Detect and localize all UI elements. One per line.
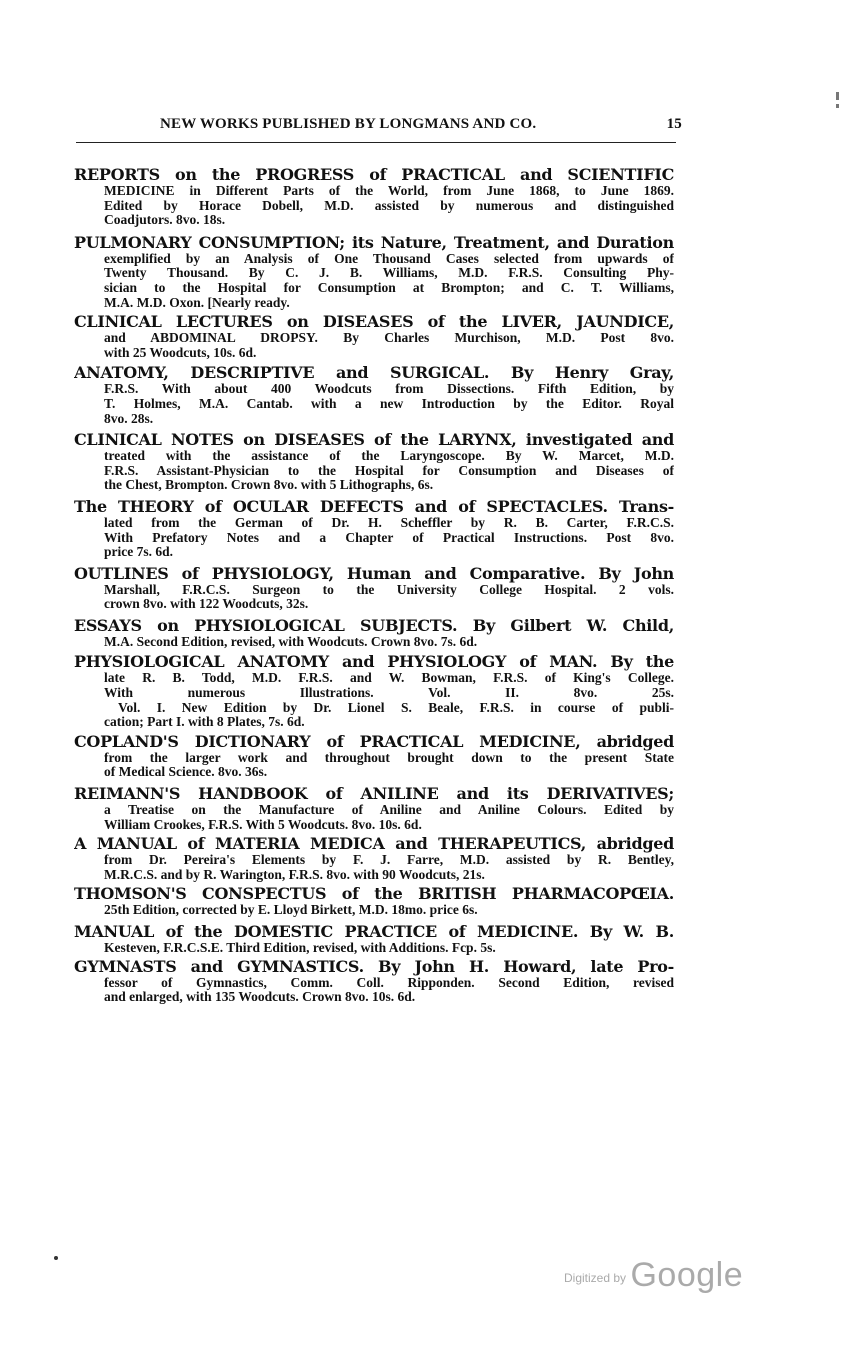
- entry-description-line: with 25 Woodcuts, 10s. 6d.: [104, 345, 257, 360]
- margin-mark: [836, 92, 839, 100]
- entry-description-line: lated from the German of Dr. H. Scheffler by R. B. Carter, F.R.C.S.: [104, 515, 674, 530]
- book-entry: [74, 835, 674, 882]
- entry-title: A MANUAL of MATERIA MEDICA and THERAPEUTICS, abridged: [74, 835, 674, 854]
- page-number: 15: [666, 116, 682, 132]
- watermark-brand: Google: [630, 1256, 744, 1294]
- book-entry: [74, 617, 674, 650]
- entry-description-line: and enlarged, with 135 Woodcuts. Crown 8vo. 10s. 6d.: [104, 990, 416, 1005]
- entry-description-line: from the larger work and throughout brought down to the present State: [104, 750, 674, 765]
- entry-description-line: 8vo. 28s.: [104, 411, 154, 426]
- entry-description-line: cation; Part I. with 8 Plates, 7s. 6d.: [104, 715, 305, 730]
- running-title: NEW WORKS PUBLISHED BY LONGMANS AND CO.: [160, 116, 537, 132]
- entry-title: The THEORY of OCULAR DEFECTS and of SPECTACLES. Trans-: [74, 497, 674, 516]
- book-entry: [74, 498, 674, 560]
- entry-description-line: Kesteven, F.R.C.S.E. Third Edition, revised, with Additions. Fcp. 5s.: [104, 941, 496, 955]
- entry-title: REIMANN'S HANDBOOK of ANILINE and its DERIVATIVES;: [74, 785, 674, 804]
- entry-description-line: from Dr. Pereira's Elements by F. J. Farre, M.D. assisted by R. Bentley,: [104, 853, 674, 868]
- book-entry: [74, 364, 674, 426]
- entry-title: GYMNASTS and GYMNASTICS. By John H. Howard, late Pro-: [74, 957, 674, 976]
- entry-description-line: sician to the Hospital for Consumption at Brompton; and C. T. Williams,: [104, 280, 674, 295]
- entry-description-line: M.A. Second Edition, revised, with Woodcuts. Crown 8vo. 7s. 6d.: [104, 634, 478, 649]
- entry-description-line: MEDICINE in Different Parts of the World, from June 1868, to June 1869.: [104, 184, 674, 198]
- book-list: [74, 166, 674, 1005]
- entry-description-line: F.R.S. Assistant-Physician to the Hospital for Consumption and Diseases of: [104, 463, 674, 478]
- entry-description-line: With Prefatory Notes and a Chapter of Practical Instructions. Post 8vo.: [104, 530, 674, 545]
- book-entry: [74, 785, 674, 832]
- book-entry: [74, 234, 674, 310]
- entry-description-line: M.A. M.D. Oxon. [Nearly ready.: [104, 295, 290, 310]
- entry-description-line: With numerous Illustrations. Vol. II. 8vo. 25s.: [104, 686, 674, 701]
- book-entry: [74, 431, 674, 493]
- entry-description-line: a Treatise on the Manufacture of Aniline and Aniline Colours. Edited by: [104, 803, 674, 818]
- entry-description-line: late R. B. Todd, M.D. F.R.S. and W. Bowman, F.R.S. of King's College.: [104, 671, 674, 686]
- entry-description-line: M.R.C.S. and by R. Warington, F.R.S. 8vo. with 90 Woodcuts, 21s.: [104, 867, 485, 882]
- entry-description-line: price 7s. 6d.: [104, 545, 173, 560]
- entry-description-line: the Chest, Brompton. Crown 8vo. with 5 Lithographs, 6s.: [104, 478, 434, 493]
- book-entry: [74, 565, 674, 612]
- entry-description-line: of Medical Science. 8vo. 36s.: [104, 765, 268, 780]
- entry-description-line: treated with the assistance of the Laryngoscope. By W. Marcet, M.D.: [104, 449, 674, 464]
- entry-title: ESSAYS on PHYSIOLOGICAL SUBJECTS. By Gilbert W. Child,: [74, 616, 674, 635]
- entry-title: COPLAND'S DICTIONARY of PRACTICAL MEDICINE, abridged: [74, 732, 674, 751]
- entry-title: REPORTS on the PROGRESS of PRACTICAL and SCIENTIFIC: [74, 166, 674, 184]
- entry-description-line: Vol. I. New Edition by Dr. Lionel S. Beale, F.R.S. in course of publi-: [118, 700, 674, 715]
- book-entry: [74, 313, 674, 360]
- header-rule: [76, 142, 676, 143]
- entry-description-line: Twenty Thousand. By C. J. B. Williams, M.D. F.R.S. Consulting Phy-: [104, 266, 674, 281]
- entry-description-line: F.R.S. With about 400 Woodcuts from Dissections. Fifth Edition, by: [104, 382, 674, 397]
- book-entry: [74, 653, 674, 729]
- book-entry: [74, 885, 674, 918]
- entry-description-line: T. Holmes, M.A. Cantab. with a new Introduction by the Editor. Royal: [104, 396, 674, 411]
- entry-title: CLINICAL LECTURES on DISEASES of the LIVER, JAUNDICE,: [74, 313, 674, 332]
- entry-title: OUTLINES of PHYSIOLOGY, Human and Comparative. By John: [74, 564, 674, 583]
- entry-description-line: Edited by Horace Dobell, M.D. assisted by numerous and distinguished: [104, 198, 674, 213]
- entry-title: THOMSON'S CONSPECTUS of the BRITISH PHARMACOPŒIA.: [74, 885, 674, 904]
- entry-description-line: crown 8vo. with 122 Woodcuts, 32s.: [104, 597, 309, 612]
- margin-mark: [836, 104, 839, 108]
- entry-description-line: William Crookes, F.R.S. With 5 Woodcuts. 8vo. 10s. 6d.: [104, 817, 422, 832]
- entry-description-line: Marshall, F.R.C.S. Surgeon to the University College Hospital. 2 vols.: [104, 582, 674, 597]
- book-entry: [74, 958, 674, 1005]
- entry-description-line: Coadjutors. 8vo. 18s.: [104, 213, 226, 228]
- entry-title: PHYSIOLOGICAL ANATOMY and PHYSIOLOGY of MAN. By the: [74, 653, 674, 672]
- entry-description-line: exemplified by an Analysis of One Thousand Cases selected from upwards of: [104, 251, 674, 266]
- entry-title: PULMONARY CONSUMPTION; its Nature, Treatment, and Duration: [74, 233, 674, 252]
- entry-description-line: fessor of Gymnastics, Comm. Coll. Ripponden. Second Edition, revised: [104, 975, 674, 990]
- entry-title: CLINICAL NOTES on DISEASES of the LARYNX, investigated and: [74, 431, 674, 450]
- book-entry: [74, 923, 674, 956]
- book-entry: [74, 166, 674, 228]
- entry-description-line: and ABDOMINAL DROPSY. By Charles Murchison, M.D. Post 8vo.: [104, 331, 674, 346]
- margin-dot: [54, 1256, 58, 1260]
- entry-description-line: 25th Edition, corrected by E. Lloyd Birkett, M.D. 18mo. price 6s.: [104, 903, 478, 918]
- watermark-prefix: Digitized by: [564, 1271, 627, 1285]
- entry-title: MANUAL of the DOMESTIC PRACTICE of MEDICINE. By W. B.: [74, 923, 674, 941]
- running-head: [160, 116, 680, 133]
- digitized-watermark: [564, 1256, 743, 1295]
- book-entry: [74, 733, 674, 780]
- entry-title: ANATOMY, DESCRIPTIVE and SURGICAL. By Henry Gray,: [74, 364, 674, 383]
